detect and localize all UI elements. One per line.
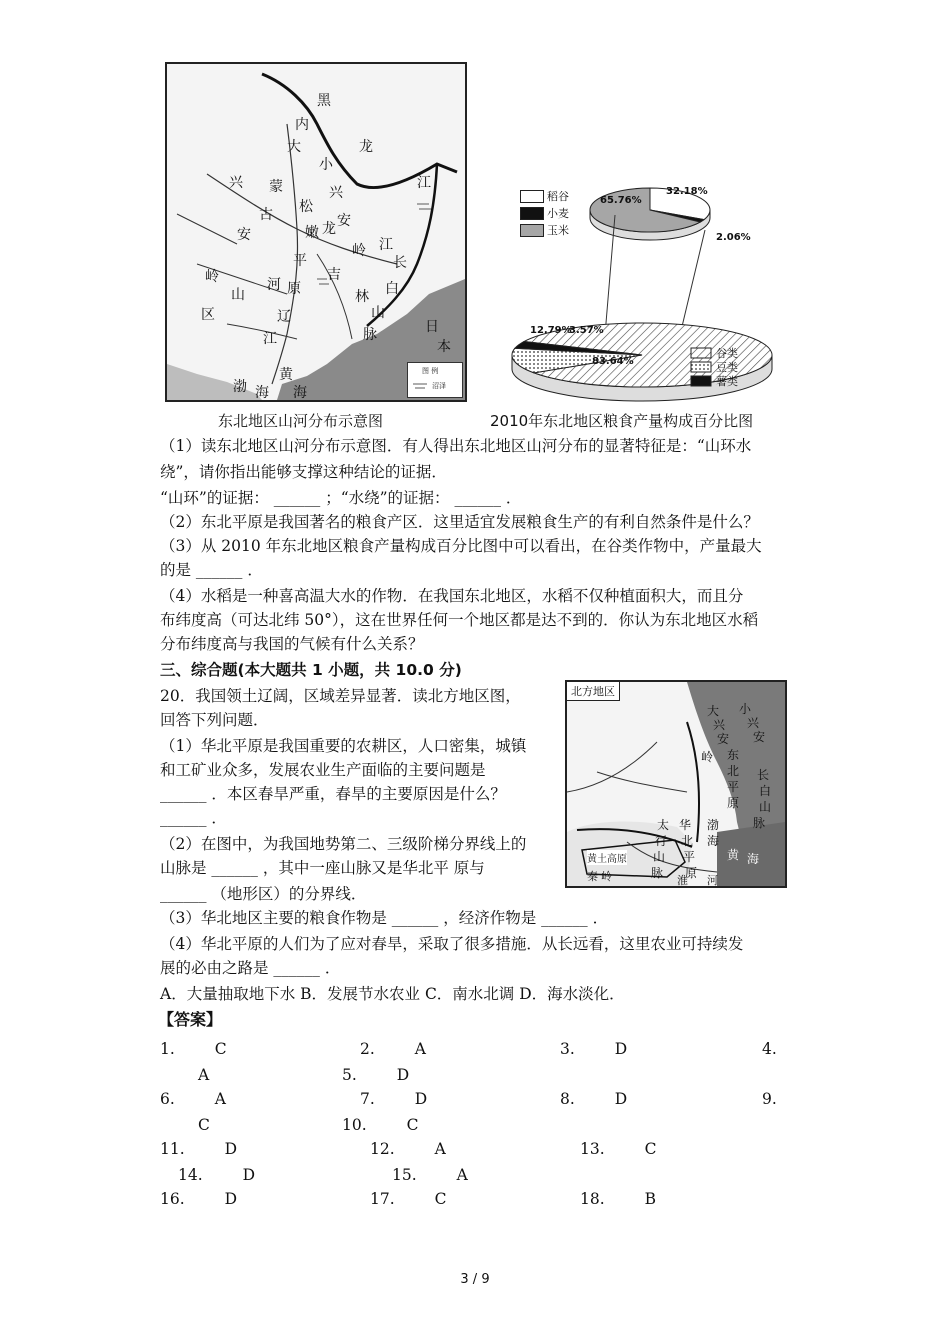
answer-item (370, 1190, 447, 1208)
map-label: 海 (707, 834, 720, 848)
answer-number: 13. (580, 1140, 605, 1158)
map-label: 原 (287, 281, 301, 297)
answer-number: 2. (360, 1040, 375, 1058)
answers-heading: 【答案】 (158, 1010, 223, 1029)
map-label: 黄 (279, 367, 293, 383)
answer-letter: D (414, 1090, 428, 1108)
map-label: 原 (727, 796, 740, 810)
legend-swatch-tubers (691, 376, 711, 386)
map-label: 渤 (707, 818, 720, 832)
legend-label-wheat: 小麦 (547, 207, 569, 220)
legend-swatches-bottom (690, 347, 714, 389)
grain-pie-charts (500, 170, 790, 405)
answer-number: 15. (392, 1166, 417, 1184)
q20-line: 山脉是 ______ ，其中一座山脉又是华北平 原与 (160, 859, 485, 877)
map-label: 海 (747, 852, 760, 866)
q20-line: ______ ． (160, 809, 227, 827)
map-label: 华 (679, 818, 692, 832)
answer-number: 4. (762, 1040, 777, 1058)
answer-letter: B (644, 1190, 657, 1208)
legend-title: 图 例 (422, 367, 439, 375)
answer-item (360, 1040, 426, 1058)
legend-swatch-cereal (691, 348, 711, 358)
map-label: 区 (201, 307, 215, 323)
connector-line (680, 230, 705, 335)
answer-number: 5. (342, 1066, 357, 1084)
map-label: 岭 (701, 750, 714, 764)
map-label: 脉 (363, 327, 377, 343)
map-label: 本 (437, 339, 451, 355)
answer-number: 10. (342, 1116, 367, 1134)
map-label: 安 (337, 213, 351, 229)
answer-letter: D (242, 1166, 256, 1184)
map-label: 大 (287, 139, 301, 155)
q19-part2: （2）东北平原是我国著名的粮食产区．这里适宜发展粮食生产的有利自然条件是什么？ (160, 513, 759, 531)
map-label: 兴 (329, 185, 343, 201)
map-label: 秦 (587, 870, 598, 883)
map-label: 山 (231, 287, 245, 303)
map-label: 兴 (713, 718, 726, 732)
answer-item (560, 1090, 627, 1108)
map-label: 兴 (747, 716, 760, 730)
q20-line: 20．我国领土辽阔，区域差异显著．读北方地区图， (160, 687, 521, 705)
map-label: 海 (293, 385, 307, 401)
answer-number: 1. (160, 1040, 175, 1058)
north-china-map (565, 680, 787, 888)
map-label: 日 (425, 319, 439, 335)
legend-label-tubers: 薯类 (716, 375, 738, 388)
legend-label-rice: 稻谷 (547, 190, 569, 203)
answer-letter: D (224, 1140, 238, 1158)
answer-letter: D (224, 1190, 238, 1208)
answer-number: 6. (160, 1090, 175, 1108)
answer-letter: D (396, 1066, 410, 1084)
answer-number: 14. (178, 1166, 203, 1184)
answer-item (178, 1166, 255, 1184)
map-label: 白 (759, 784, 772, 798)
map-label: 安 (237, 227, 251, 243)
map-label: 行 (655, 834, 668, 848)
answer-letter: A (414, 1040, 426, 1058)
q20-line: ______ ．本区春旱严重，春旱的主要原因是什么？ (160, 785, 506, 803)
answer-letter: C (434, 1190, 447, 1208)
answer-item (160, 1040, 227, 1058)
map-label: 吉 (327, 267, 341, 283)
map-label: 黑 (317, 93, 331, 109)
map-label: 平 (727, 780, 740, 794)
answer-item (392, 1166, 468, 1184)
q19-part4-line3: 分布纬度高与我国的气候有什么关系？ (160, 635, 424, 653)
marsh-symbol (412, 381, 428, 391)
northeast-map (165, 62, 467, 402)
map-label: 黄 (727, 848, 740, 862)
answer-item (560, 1040, 627, 1058)
figure-caption-map: 东北地区山河分布示意图 (218, 412, 384, 430)
answer-number: 3. (560, 1040, 575, 1058)
pie-value-corn: 65.76% (600, 195, 642, 206)
q20-line: （2）在图中，为我国地势第二、三级阶梯分界线上的 (160, 835, 527, 853)
q19-part4-line2: 布纬度高（可达北纬 50°），这在世界任何一个地区都是达不到的．你认为东北地区水稻 (160, 611, 759, 629)
answer-number: 8. (560, 1090, 575, 1108)
q20-line: 和工矿业众多，发展农业生产面临的主要问题是 (160, 761, 486, 779)
legend-label-cereal: 谷类 (716, 347, 738, 360)
answer-number: 16. (160, 1190, 185, 1208)
q19-part1-line2: 绕”，请你指出能够支撑这种结论的证据． (160, 463, 447, 481)
answer-letter: A (214, 1090, 226, 1108)
map-label: 兴 (229, 175, 243, 191)
q19-part1-line3: “山环”的证据： ______ ；“水绕”的证据： ______ ． (160, 489, 522, 507)
answer-item (160, 1140, 237, 1158)
answer-number: 18. (580, 1190, 605, 1208)
map-label: 东 (727, 748, 740, 762)
map-label: 平 (293, 253, 307, 269)
answer-number: 9. (762, 1090, 777, 1108)
map-label: 嫩 (305, 225, 319, 241)
q20-line: （3）华北地区主要的粮食作物是 ______ ，经济作物是 ______ ． (160, 909, 609, 927)
map-label: 脉 (753, 816, 766, 830)
q20-line: 回答下列问题． (160, 711, 269, 729)
answer-letter: D (614, 1040, 628, 1058)
map-label: 江 (263, 331, 277, 347)
q20-line: 展的必由之路是 ______ ． (160, 959, 341, 977)
pie-value-rice: 32.18% (666, 186, 708, 197)
pie-value-wheat: 2.06% (716, 232, 751, 243)
answer-number: 11. (160, 1140, 185, 1158)
answer-letter: C (644, 1140, 657, 1158)
map-label: 内 (295, 117, 309, 133)
map-label: 龙 (359, 139, 373, 155)
map-label: 岭 (601, 870, 612, 883)
q19-part3-line2: 的是 ______ ． (160, 561, 263, 579)
map-label: 河 (707, 874, 718, 887)
answer-letter: A (198, 1066, 210, 1084)
legend-swatch-wheat (520, 207, 544, 220)
map-label: 山 (653, 850, 666, 864)
answer-item (370, 1140, 446, 1158)
q20-line: （4）华北平原的人们为了应对春旱，采取了很多措施．从长远看，这里农业可持续发 (160, 935, 744, 953)
map-label: 辽 (277, 309, 291, 325)
q19-part1-line1: （1）读东北地区山河分布示意图．有人得出东北地区山河分布的显著特征是：“山环水 (160, 437, 752, 455)
map-label: 安 (717, 732, 730, 746)
legend-item: 沼泽 (432, 382, 446, 390)
north-map-title: 北方地区 (567, 682, 620, 701)
legend-swatch-corn (520, 224, 544, 237)
answer-item (360, 1090, 427, 1108)
map-label: 大 (707, 704, 720, 718)
map-label: 古 (259, 207, 273, 223)
map-label: 松 (299, 199, 313, 215)
map-label: 小 (739, 702, 752, 716)
map-label: 长 (393, 255, 407, 271)
legend-swatch-beans (691, 362, 711, 372)
q19-part3-line1: （3）从 2010 年东北地区粮食产量构成百分比图中可以看出，在谷类作物中，产量最大 (160, 537, 762, 555)
map-legend (407, 362, 463, 398)
answer-number: 12. (370, 1140, 395, 1158)
legend-label-corn: 玉米 (547, 224, 569, 237)
map-label: 北 (727, 764, 740, 778)
map-label: 蒙 (269, 179, 283, 195)
map-label: 原 (685, 866, 698, 880)
pie-value-tubers: 3.57% (569, 325, 604, 336)
page-number: 3 / 9 (460, 1272, 490, 1287)
legend-swatch-rice (520, 190, 544, 203)
map-label: 林 (355, 289, 369, 305)
answer-item (342, 1116, 419, 1134)
answer-letter: D (614, 1090, 628, 1108)
map-label: 江 (379, 237, 393, 253)
answer-number: 17. (370, 1190, 395, 1208)
answer-letter: A (434, 1140, 446, 1158)
map-label: 脉 (651, 866, 664, 880)
answer-letter: C (214, 1040, 227, 1058)
map-label: 黄土高原 (587, 850, 627, 865)
legend-label-beans: 豆类 (716, 361, 738, 374)
answer-item (580, 1190, 656, 1208)
q20-options: A．大量抽取地下水 B．发展节水农业 C．南水北调 D．海水淡化． (160, 985, 625, 1003)
answer-letter: C (198, 1116, 210, 1134)
pie-value-beans: 12.79% (530, 325, 572, 336)
map-label: 白 (385, 281, 399, 297)
section-heading: 三、综合题(本大题共 1 小题，共 10.0 分) (160, 661, 462, 679)
map-label: 岭 (205, 269, 219, 285)
answer-letter: A (456, 1166, 468, 1184)
map-label: 安 (753, 730, 766, 744)
map-label: 河 (267, 277, 281, 293)
q19-part4-line1: （4）水稻是一种喜高温大水的作物．在我国东北地区，水稻不仅种植面积大，而且分 (160, 587, 744, 605)
answer-number: 7. (360, 1090, 375, 1108)
map-label: 龙 (322, 221, 336, 237)
map-label: 太 (657, 818, 670, 832)
map-label: 长 (757, 768, 770, 782)
map-label: 渤 (233, 379, 247, 395)
map-label: 北 (681, 834, 694, 848)
map-label: 江 (417, 175, 431, 191)
answer-item (160, 1190, 237, 1208)
answer-item (342, 1066, 409, 1084)
map-label: 小 (319, 157, 333, 173)
pie-value-cereal: 83.64% (592, 356, 634, 367)
map-label: 山 (371, 305, 385, 321)
q20-line: ______ （地形区）的分界线． (160, 885, 367, 903)
map-label: 山 (759, 800, 772, 814)
map-label: 岭 (352, 243, 366, 259)
q20-line: （1）华北平原是我国重要的农耕区，人口密集，城镇 (160, 737, 527, 755)
map-label: 平 (683, 850, 696, 864)
answer-item (160, 1090, 226, 1108)
answer-letter: C (406, 1116, 419, 1134)
figure-caption-pie: 2010年东北地区粮食产量构成百分比图 (490, 412, 754, 430)
map-label: 淮 (677, 874, 688, 887)
map-label: 海 (255, 385, 269, 401)
answer-item (580, 1140, 657, 1158)
